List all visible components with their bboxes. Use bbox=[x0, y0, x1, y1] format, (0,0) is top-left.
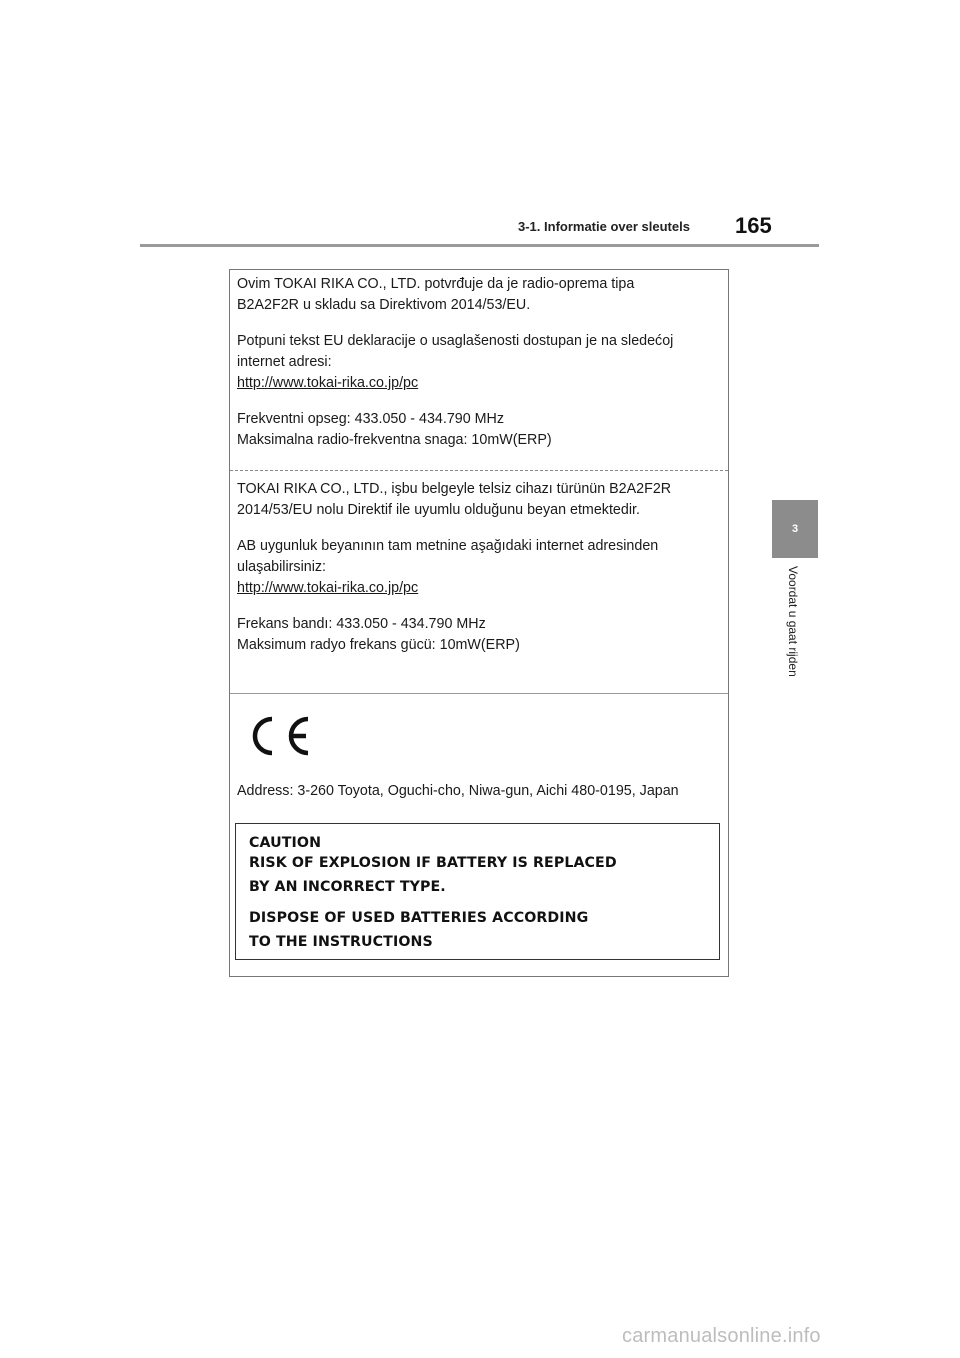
declaration-box bbox=[229, 269, 729, 977]
chapter-tab: 3 bbox=[772, 500, 818, 558]
ce-mark-icon bbox=[250, 714, 314, 758]
caution-line: RISK OF EXPLOSION IF BATTERY IS REPLACED bbox=[249, 855, 617, 871]
power-line: Maksimum radyo frekans gücü: 10mW(ERP) bbox=[237, 637, 520, 653]
manufacturer-address: Address: 3-260 Toyota, Oguchi-cho, Niwa-gun, Aichi 480-0195, Japan bbox=[237, 783, 679, 799]
section-divider bbox=[230, 470, 728, 471]
caution-box bbox=[235, 823, 720, 960]
url-link[interactable]: http://www.tokai-rika.co.jp/pc bbox=[237, 375, 419, 391]
text-line: AB uygunluk beyanının tam metnine aşağıdaki internet adresinden bbox=[237, 538, 659, 554]
text-line: Potpuni tekst EU deklaracije o usaglašenosti dostupan je na sledećoj bbox=[237, 333, 674, 349]
caution-line: DISPOSE OF USED BATTERIES ACCORDING bbox=[249, 910, 589, 926]
section-divider bbox=[230, 693, 728, 694]
caution-line: TO THE INSTRUCTIONS bbox=[249, 934, 433, 950]
text-line: B2A2F2R u skladu sa Direktivom 2014/53/EU. bbox=[237, 297, 531, 313]
power-line: Maksimalna radio-frekventna snaga: 10mW(ERP) bbox=[237, 432, 552, 448]
section-title: 3-1. Informatie over sleutels bbox=[518, 219, 690, 234]
text-line: ulaşabilirsiniz: bbox=[237, 559, 326, 575]
page-number: 165 bbox=[735, 213, 772, 238]
caution-line: BY AN INCORRECT TYPE. bbox=[249, 879, 446, 895]
text-line: 2014/53/EU nolu Direktif ile uyumlu olduğunu beyan etmektedir. bbox=[237, 502, 640, 518]
watermark: carmanualsonline.info bbox=[622, 1325, 821, 1347]
text-line: internet adresi: bbox=[237, 354, 332, 370]
url-link[interactable]: http://www.tokai-rika.co.jp/pc bbox=[237, 580, 419, 596]
header-rule bbox=[140, 244, 819, 247]
text-line: TOKAI RIKA CO., LTD., işbu belgeyle telsiz cihazı türünün B2A2F2R bbox=[237, 481, 672, 497]
turkish-declaration bbox=[237, 479, 722, 656]
frequency-line: Frekans bandı: 433.050 - 434.790 MHz bbox=[237, 616, 486, 632]
serbian-declaration bbox=[237, 274, 722, 451]
caution-heading: CAUTION bbox=[249, 835, 322, 851]
frequency-line: Frekventni opseg: 433.050 - 434.790 MHz bbox=[237, 411, 505, 427]
text-line: Ovim TOKAI RIKA CO., LTD. potvrđuje da je radio-oprema tipa bbox=[237, 276, 635, 292]
chapter-title: Voordat u gaat rijden bbox=[786, 566, 800, 677]
